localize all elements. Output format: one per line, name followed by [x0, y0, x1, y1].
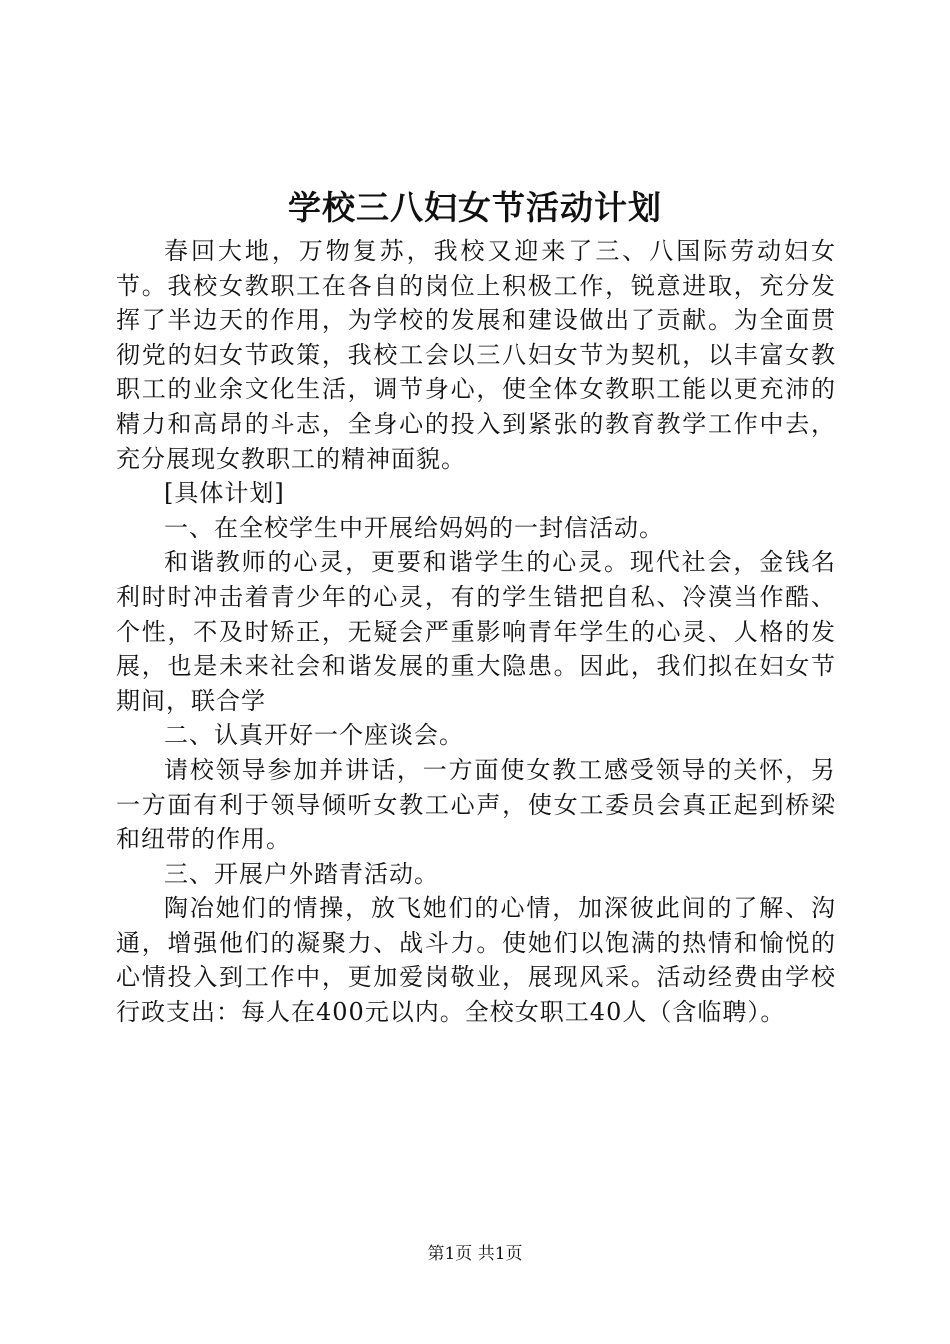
document-title: 学校三八妇女节活动计划: [288, 188, 662, 227]
paragraph-item-1-body: 和谐教师的心灵，更要和谐学生的心灵。现代社会，金钱名利时时冲击着青少年的心灵，有的学生错把自私、冷漠当作酷、个性，不及时矫正，无疑会严重影响青年学生的心灵、人格的发展，也是未来社会和谐发展的重大隐患。因此，我们拟在妇女节期间，联合学: [116, 548, 836, 715]
paragraph-item-2-heading: 二、认真开好一个座谈会。: [164, 721, 464, 750]
paragraph-item-1-heading: 一、在全校学生中开展给妈妈的一封信活动。: [164, 513, 664, 542]
paragraph-intro: 春回大地，万物复苏，我校又迎来了三、八国际劳动妇女节。我校女教职工在各自的岗位上积极工作，锐意进取，充分发挥了半边天的作用，为学校的发展和建设做出了贡献。为全面贯彻党的妇女节政策，我校工会以三八妇女节为契机，以丰富女教职工的业余文化生活，调节身心，使全体女教职工能以更充沛的精力和高昂的斗志，全身心的投入到紧张的教育教学工作中去，充分展现女教职工的精神面貌。: [116, 237, 836, 473]
document-body: [116, 234, 836, 1030]
page-footer: 第1页 共1页: [427, 1244, 523, 1264]
paragraph-item-3-heading: 三、开展户外踏青活动。: [164, 859, 439, 888]
paragraph-item-2-body: 请校领导参加并讲话，一方面使女教工感受领导的关怀，另一方面有利于领导倾听女教工心声，使女工委员会真正起到桥梁和纽带的作用。: [116, 755, 836, 854]
paragraph-item-3-body: 陶冶她们的情操，放飞她们的心情，加深彼此间的了解、沟通，增强他们的凝聚力、战斗力。使她们以饱满的热情和愉悦的心情投入到工作中，更加爱岗敬业，展现风采。活动经费由学校行政支出：每人在400元以内。全校女职工40人（含临聘）。: [116, 894, 836, 1027]
paragraph-plan-heading: [具体计划]: [164, 479, 285, 508]
